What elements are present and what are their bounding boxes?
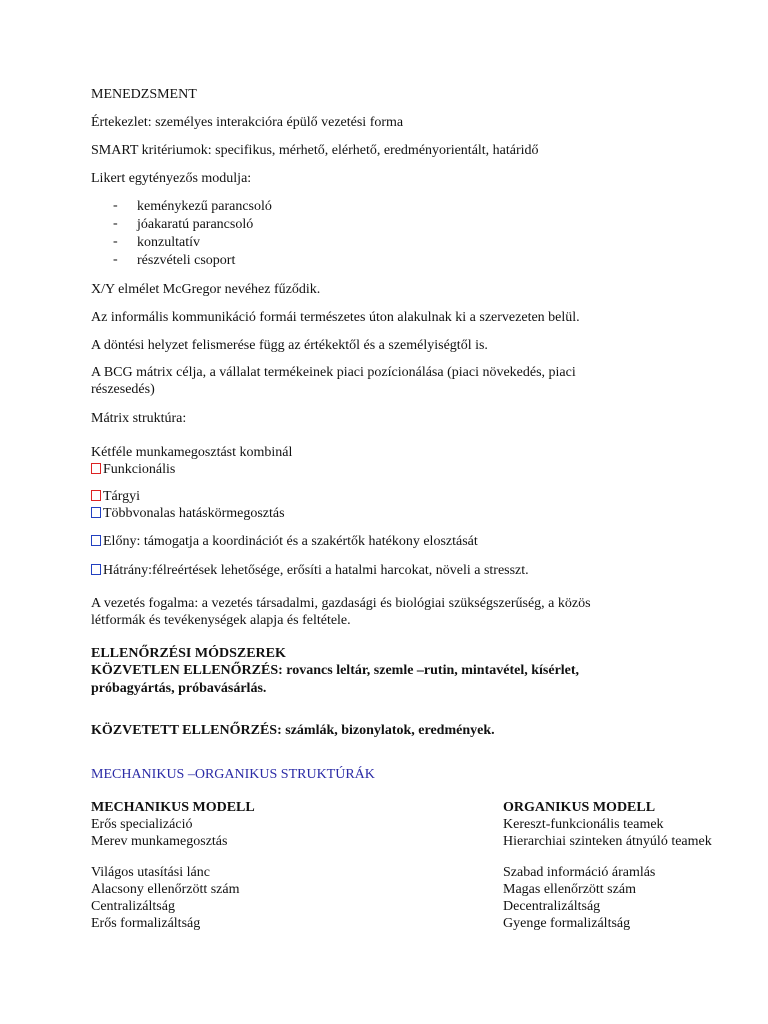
strukturak-heading: MECHANIKUS –ORGANIKUS STRUKTÚRÁK <box>91 767 375 782</box>
list-dash: - <box>113 252 118 267</box>
likert-line: Likert egytényezős modulja: <box>91 171 252 186</box>
ertekezlet-line: Értekezlet: személyes interakcióra épülő vezetési forma <box>91 115 404 130</box>
tobbvonalas-line: Többvonalas hatáskörmegosztás <box>91 505 285 522</box>
organikus-item: Szabad információ áramlás <box>503 865 656 880</box>
smart-line: SMART kritériumok: specifikus, mérhető, elérhető, eredményorientált, határidő <box>91 143 539 158</box>
xy-line: X/Y elmélet McGregor nevéhez fűződik. <box>91 282 321 297</box>
mechanikus-item: Erős specializáció <box>91 817 193 832</box>
list-dash: - <box>113 216 118 231</box>
hatrany-line: Hátrány:félreértések lehetősége, erősíti a hatalmi harcokat, növeli a stresszt. <box>91 562 529 579</box>
informalis-line: Az informális kommunikáció formái természetes úton alakulnak ki a szervezeten belül. <box>91 310 580 325</box>
bcg-line-2: részesedés) <box>91 382 155 397</box>
list-item: részvételi csoport <box>137 253 236 268</box>
organikus-item: Decentralizáltság <box>503 899 601 914</box>
mechanikus-item: Centralizáltság <box>91 899 175 914</box>
organikus-item: Gyenge formalizáltság <box>503 916 631 931</box>
organikus-item: Kereszt-funkcionális teamek <box>503 817 664 832</box>
dontesi-line: A döntési helyzet felismerése függ az értékektől és a személyiségtől is. <box>91 338 488 353</box>
checkbox-icon <box>91 463 101 474</box>
list-dash: - <box>113 234 118 249</box>
targyi-line: Tárgyi <box>91 488 140 505</box>
organikus-title: ORGANIKUS MODELL <box>503 800 656 815</box>
list-item: konzultatív <box>137 235 200 250</box>
mechanikus-item: Alacsony ellenőrzött szám <box>91 882 240 897</box>
checkbox-icon <box>91 507 101 518</box>
document-title: MENEDZSMENT <box>91 87 197 102</box>
funkcionalis-line: Funkcionális <box>91 461 175 478</box>
checkbox-icon <box>91 490 101 501</box>
kozvetett-line: KÖZVETETT ELLENŐRZÉS: számlák, bizonylatok, eredmények. <box>91 723 495 738</box>
list-item: jóakaratú parancsoló <box>137 217 254 232</box>
ellenorzes-heading: ELLENŐRZÉSI MÓDSZEREK <box>91 646 286 661</box>
kozvetlen-line: KÖZVETLEN ELLENŐRZÉS: rovancs leltár, szemle –rutin, mintavétel, kísérlet, <box>91 663 580 678</box>
ketfele-line: Kétféle munkamegosztást kombinál <box>91 445 293 460</box>
matrix-line: Mátrix struktúra: <box>91 411 187 426</box>
organikus-item: Magas ellenőrzött szám <box>503 882 636 897</box>
organikus-item: Hierarchiai szinteken átnyúló teamek <box>503 834 712 849</box>
elony-line: Előny: támogatja a koordinációt és a szakértők hatékony elosztását <box>91 533 478 550</box>
list-dash: - <box>113 198 118 213</box>
vezetes-line-2: létformák és tevékenységek alapja és feltétele. <box>91 613 351 628</box>
mechanikus-item: Merev munkamegosztás <box>91 834 228 849</box>
checkbox-icon <box>91 535 101 546</box>
vezetes-line-1: A vezetés fogalma: a vezetés társadalmi, gazdasági és biológiai szükségszerűség, a közös <box>91 596 591 611</box>
list-item: keménykezű parancsoló <box>137 199 272 214</box>
mechanikus-item: Erős formalizáltság <box>91 916 201 931</box>
mechanikus-title: MECHANIKUS MODELL <box>91 800 255 815</box>
mechanikus-item: Világos utasítási lánc <box>91 865 210 880</box>
kozvetlen-line-2: próbagyártás, próbavásárlás. <box>91 681 267 696</box>
bcg-line-1: A BCG mátrix célja, a vállalat termékeinek piaci pozícionálása (piaci növekedés, piaci <box>91 365 576 380</box>
checkbox-icon <box>91 564 101 575</box>
